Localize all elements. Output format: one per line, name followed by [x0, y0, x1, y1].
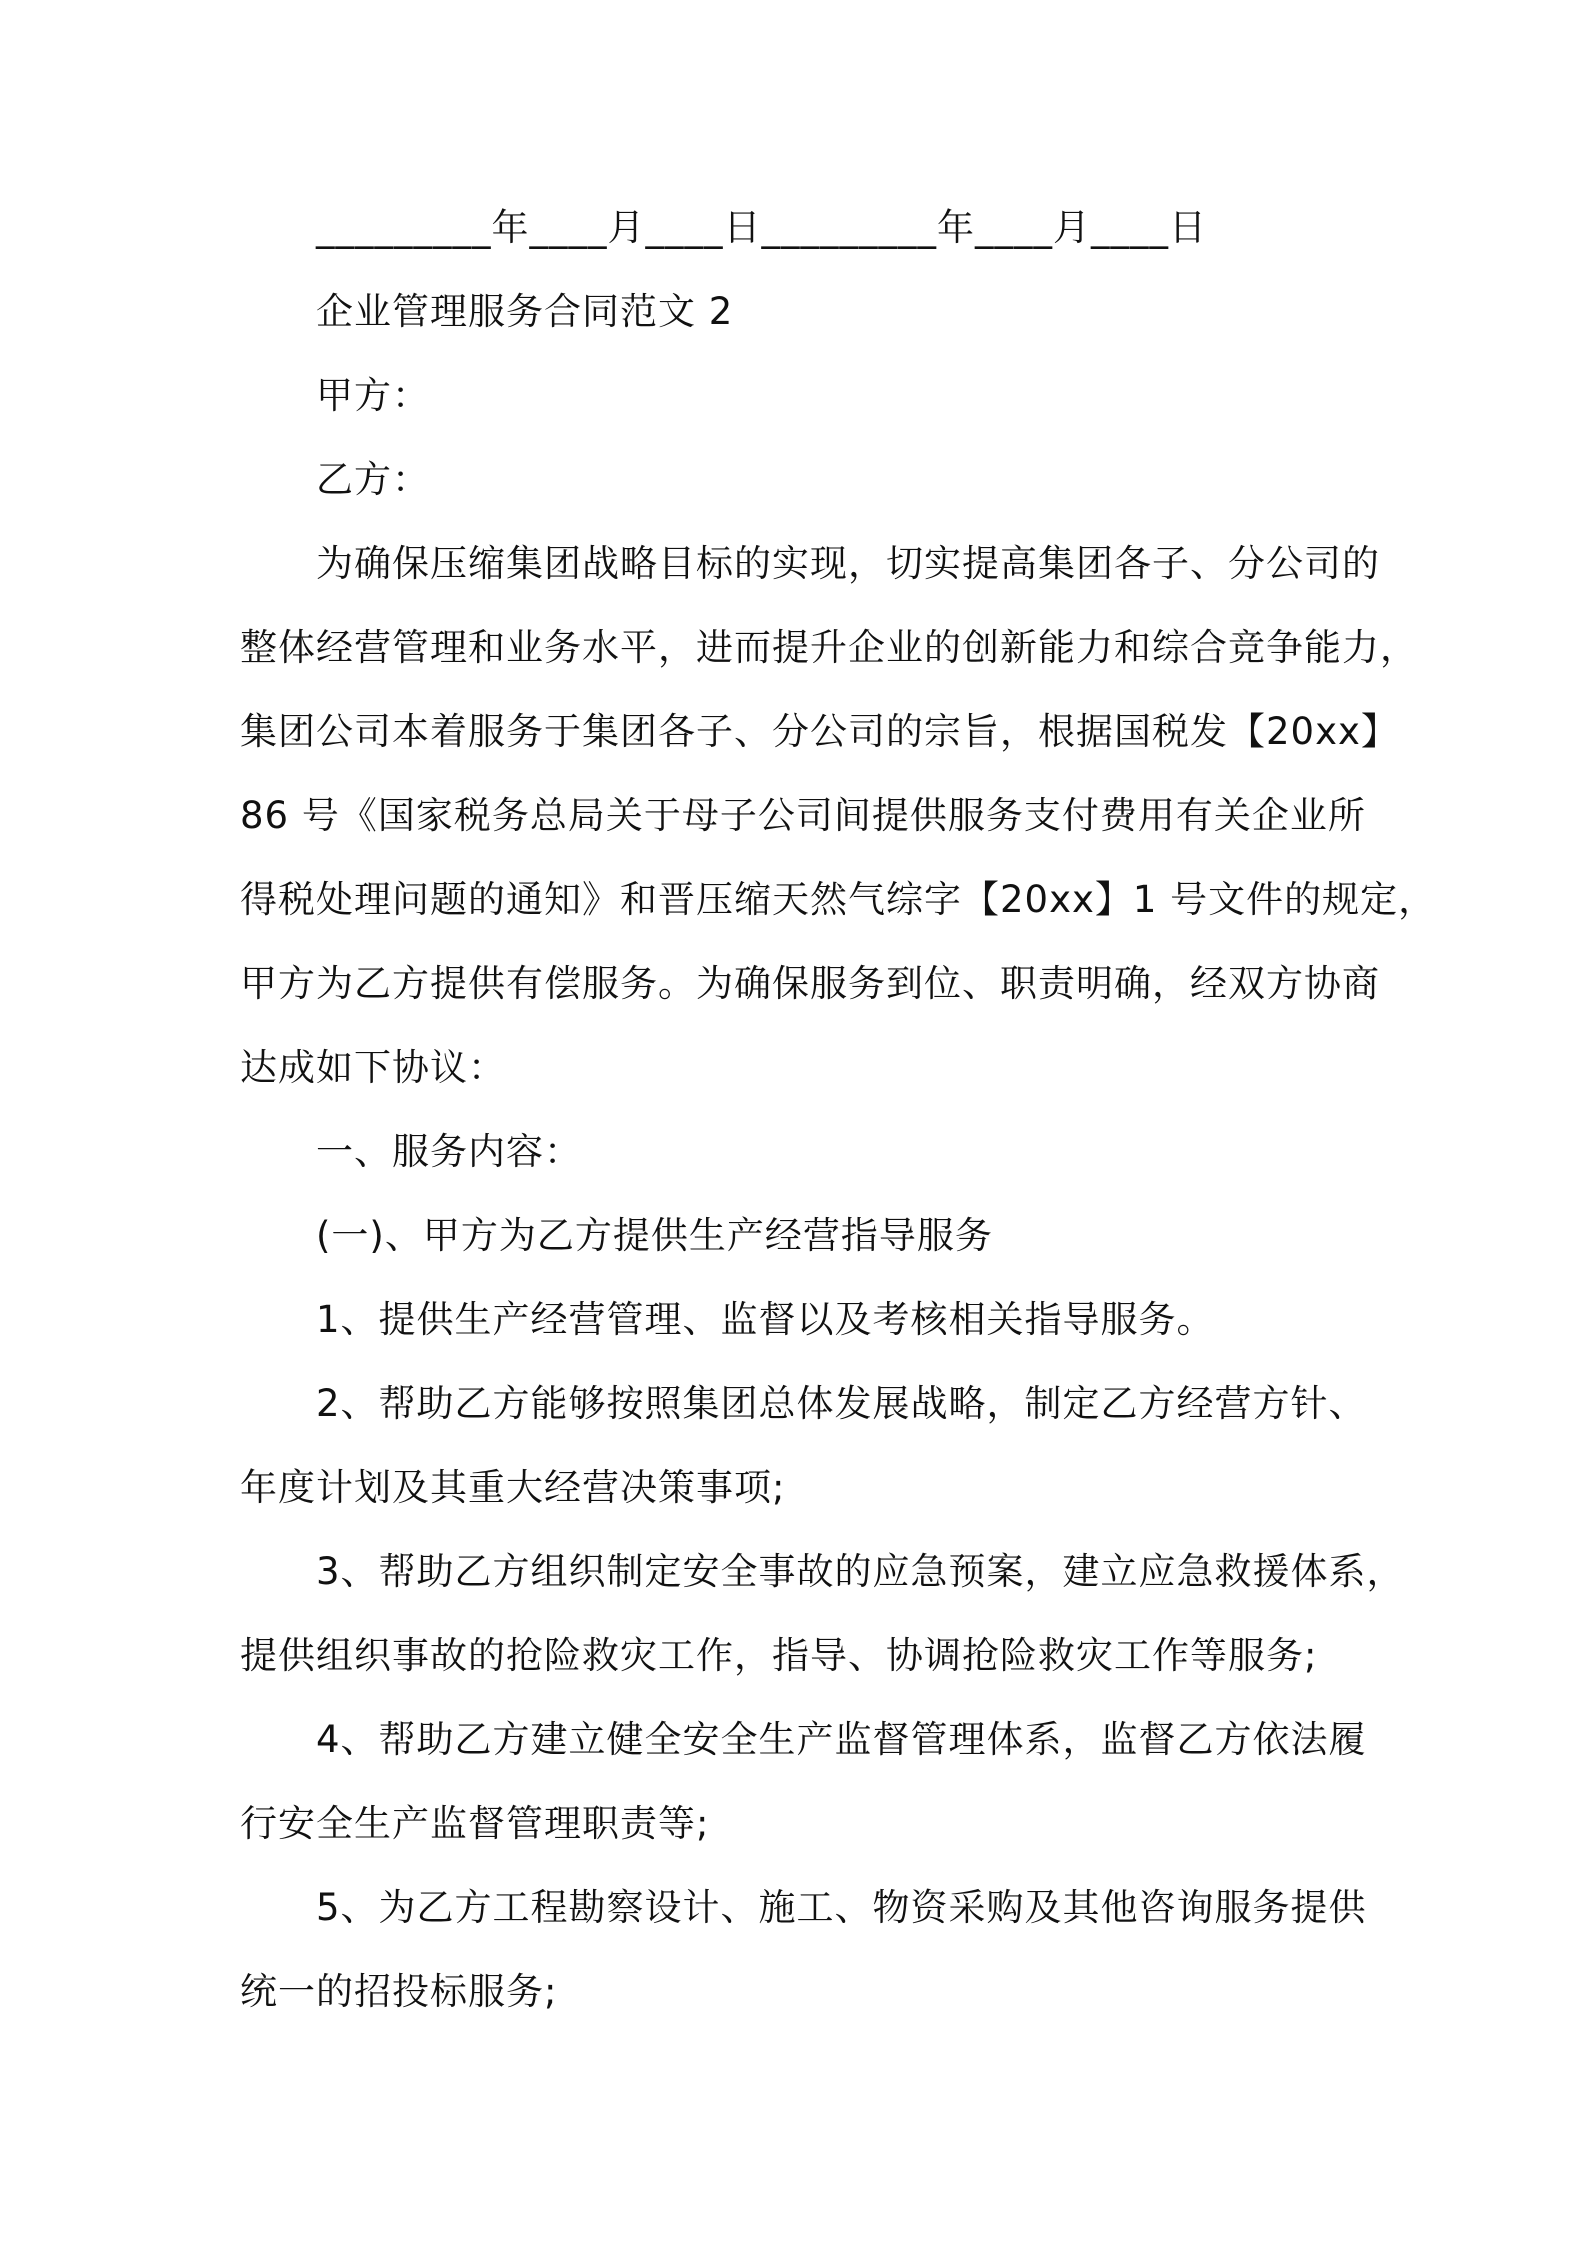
list-item-continuation: 统一的招投标服务;: [240, 1970, 558, 2013]
intro-line: 86 号《国家税务总局关于母子公司间提供服务支付费用有关企业所: [240, 794, 1366, 837]
list-item: 3、帮助乙方组织制定安全事故的应急预案，建立应急救援体系，: [316, 1550, 1405, 1593]
intro-line: 为确保压缩集团战略目标的实现，切实提高集团各子、分公司的: [316, 542, 1380, 585]
intro-line: 得税处理问题的通知》和晋压缩天然气综字【20xx】1 号文件的规定，: [240, 878, 1437, 921]
list-item-continuation: 行安全生产监督管理职责等;: [240, 1802, 710, 1845]
party-a-label: 甲方：: [316, 374, 430, 417]
list-item: 1、提供生产经营管理、监督以及考核相关指导服务。: [316, 1298, 1215, 1341]
date-line: _________年____月____日_________年____月____日: [316, 206, 1207, 249]
subsection-heading: (一)、甲方为乙方提供生产经营指导服务: [316, 1214, 993, 1257]
list-item-continuation: 提供组织事故的抢险救灾工作，指导、协调抢险救灾工作等服务;: [240, 1634, 1318, 1677]
list-item-continuation: 年度计划及其重大经营决策事项;: [240, 1466, 786, 1509]
intro-line: 达成如下协议：: [240, 1046, 506, 1089]
intro-line: 甲方为乙方提供有偿服务。为确保服务到位、职责明确，经双方协商: [240, 962, 1380, 1005]
intro-line: 整体经营管理和业务水平，进而提升企业的创新能力和综合竞争能力，: [240, 626, 1418, 669]
list-item: 5、为乙方工程勘察设计、施工、物资采购及其他咨询服务提供: [316, 1886, 1367, 1929]
section-heading: 一、服务内容：: [316, 1130, 582, 1173]
list-item: 2、帮助乙方能够按照集团总体发展战略，制定乙方经营方针、: [316, 1382, 1367, 1425]
party-b-label: 乙方：: [316, 458, 430, 501]
document-title: 企业管理服务合同范文 2: [316, 290, 734, 333]
intro-line: 集团公司本着服务于集团各子、分公司的宗旨，根据国税发【20xx】: [240, 710, 1399, 753]
list-item: 4、帮助乙方建立健全安全生产监督管理体系，监督乙方依法履: [316, 1718, 1367, 1761]
